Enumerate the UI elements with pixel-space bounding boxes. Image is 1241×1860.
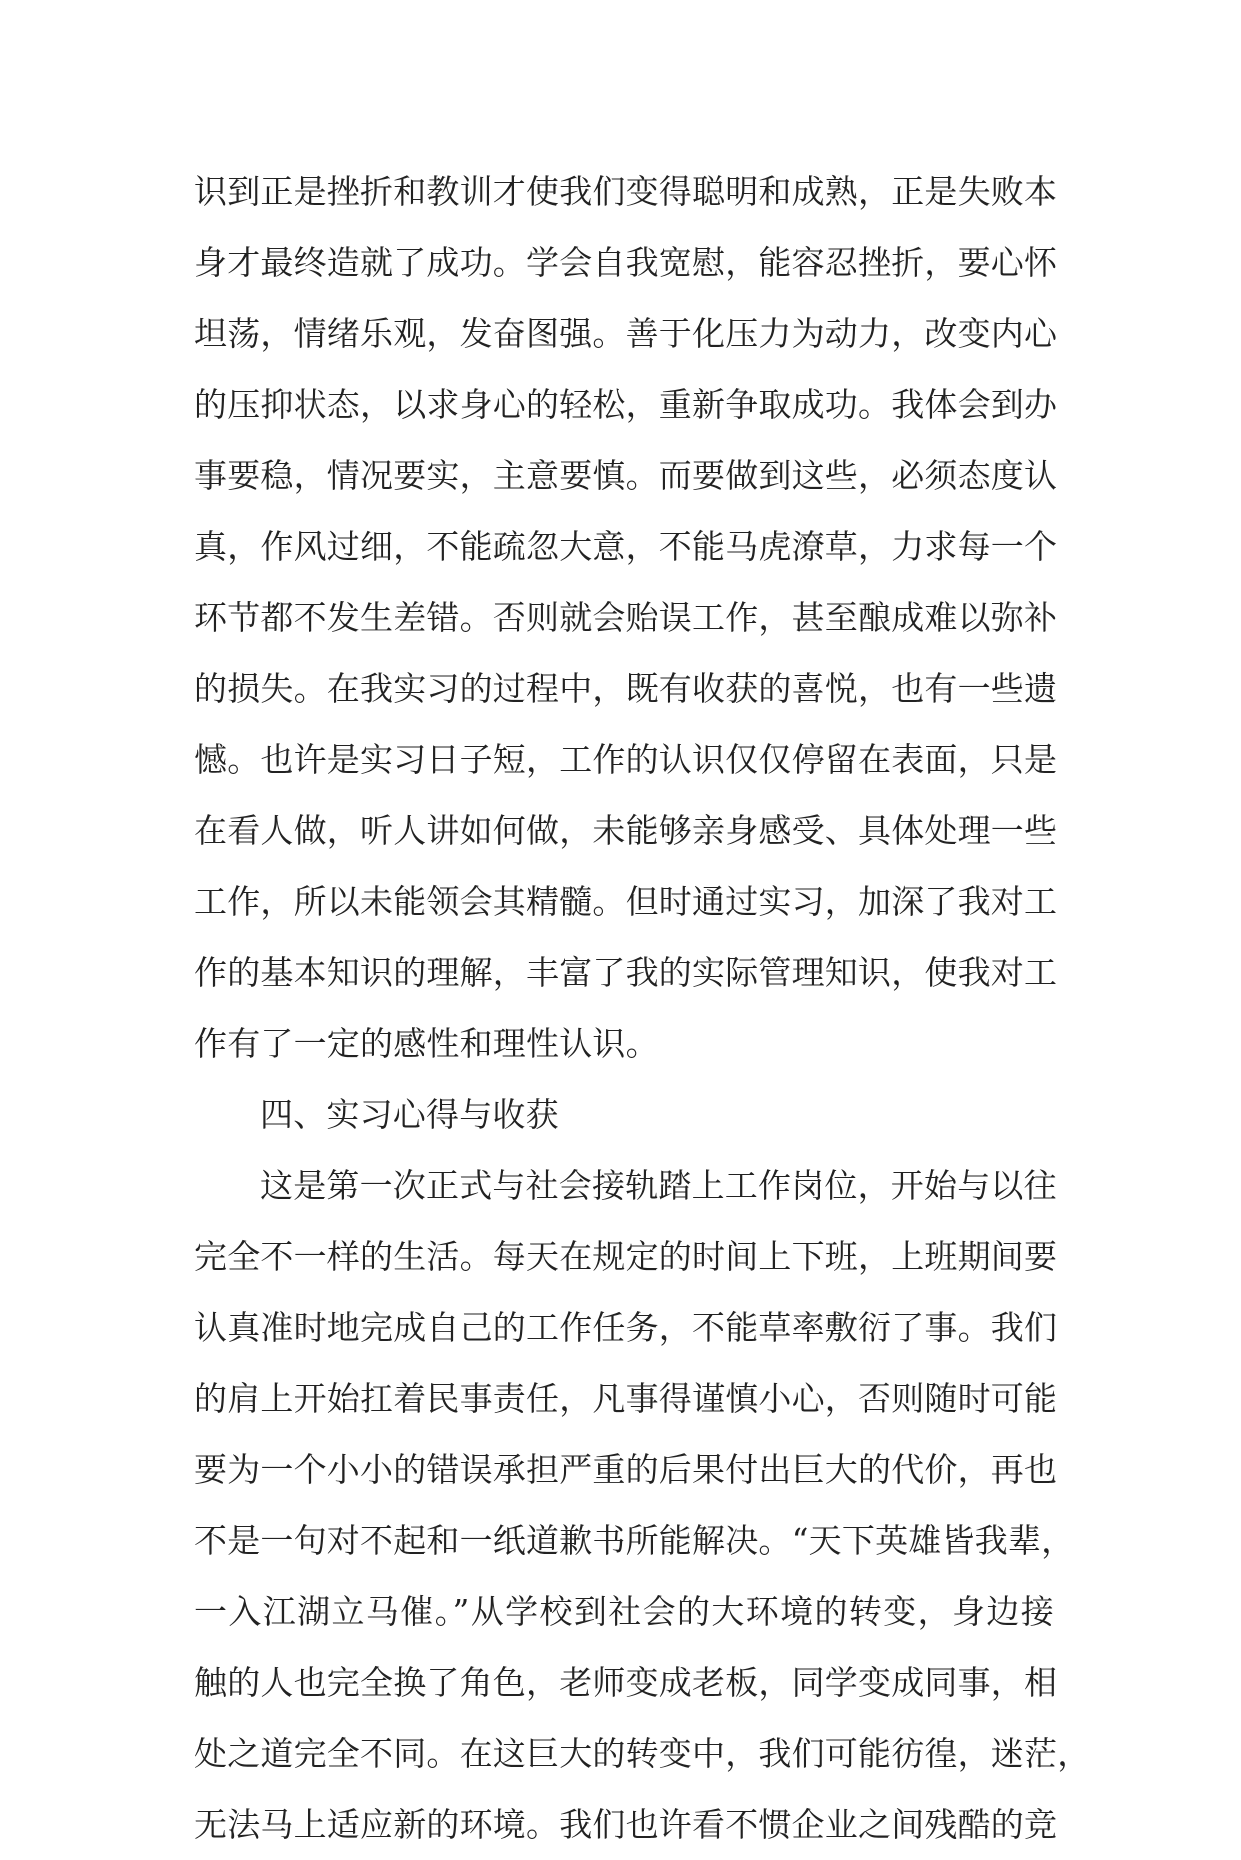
text-line: 要为一个小小的错误承担严重的后果付出巨大的代价，再也 (194, 1450, 1058, 1489)
text-line: 作的基本知识的理解，丰富了我的实际管理知识，使我对工 (194, 953, 1058, 992)
text-line: 这是第一次正式与社会接轨踏上工作岗位，开始与以往 (260, 1166, 1057, 1205)
text-line: 识到正是挫折和教训才使我们变得聪明和成熟，正是失败本 (194, 172, 1058, 211)
text-line: 憾。也许是实习日子短，工作的认识仅仅停留在表面，只是 (194, 740, 1058, 779)
text-line: 真，作风过细，不能疏忽大意，不能马虎潦草，力求每一个 (194, 527, 1058, 566)
text-line: 的肩上开始扛着民事责任，凡事得谨慎小心，否则随时可能 (194, 1379, 1058, 1418)
text-line: 的损失。在我实习的过程中，既有收获的喜悦，也有一些遗 (194, 669, 1058, 708)
text-line: 不是一句对不起和一纸道歉书所能解决。“天下英雄皆我辈， (194, 1521, 1075, 1560)
text-line: 工作，所以未能领会其精髓。但时通过实习，加深了我对工 (194, 882, 1058, 921)
text-line: 无法马上适应新的环境。我们也许看不惯企业之间残酷的竞 (194, 1805, 1058, 1844)
text-line: 事要稳，情况要实，主意要慎。而要做到这些，必须态度认 (194, 456, 1058, 495)
text-line: 身才最终造就了成功。学会自我宽慰，能容忍挫折，要心怀 (194, 243, 1058, 282)
text-line: 触的人也完全换了角色，老师变成老板，同学变成同事，相 (194, 1663, 1058, 1702)
text-line: 坦荡，情绪乐观，发奋图强。善于化压力为动力，改变内心 (194, 314, 1058, 353)
text-line: 在看人做，听人讲如何做，未能够亲身感受、具体处理一些 (194, 811, 1058, 850)
text-line: 环节都不发生差错。否则就会贻误工作，甚至酿成难以弥补 (194, 598, 1058, 637)
text-line: 处之道完全不同。在这巨大的转变中，我们可能彷徨，迷茫， (194, 1734, 1091, 1773)
document-body (194, 156, 1091, 1860)
text-line: 作有了一定的感性和理性认识。 (194, 1024, 659, 1063)
text-line: 的压抑状态，以求身心的轻松，重新争取成功。我体会到办 (194, 385, 1058, 424)
text-line: 一入江湖立马催。”从学校到社会的大环境的转变，身边接 (194, 1592, 1054, 1631)
text-line: 完全不一样的生活。每天在规定的时间上下班，上班期间要 (194, 1237, 1058, 1276)
section-heading: 四、实习心得与收获 (260, 1095, 559, 1134)
text-line: 认真准时地完成自己的工作任务，不能草率敷衍了事。我们 (194, 1308, 1058, 1347)
